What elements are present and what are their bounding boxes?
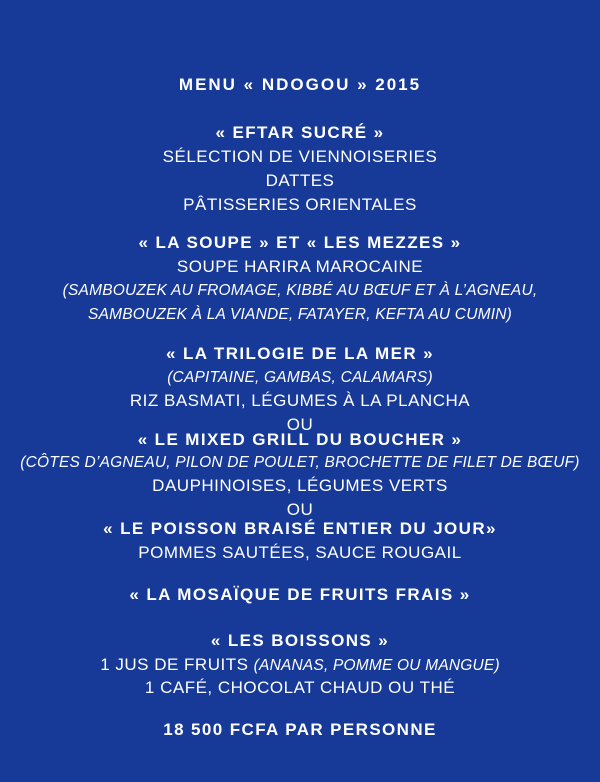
menu-item: SÉLECTION DE VIENNOISERIES bbox=[162, 147, 438, 166]
menu-item: SOUPE HARIRA MAROCAINE bbox=[176, 257, 424, 276]
menu-item-detail: (CÔTES D’AGNEAU, PILON DE POULET, BROCHETTE DE FILET DE BŒUF) bbox=[20, 454, 580, 471]
menu-item: DAUPHINOISES, LÉGUMES VERTS bbox=[152, 476, 448, 495]
or-separator: OU bbox=[286, 415, 314, 434]
menu-item: PÂTISSERIES ORIENTALES bbox=[183, 195, 417, 214]
section-heading-poisson: « LE POISSON BRAISÉ ENTIER DU JOUR» bbox=[103, 519, 497, 538]
menu-item: DATTES bbox=[265, 171, 335, 190]
menu-item-juice bbox=[0, 653, 600, 678]
section-heading-trilogie: « LA TRILOGIE DE LA MER » bbox=[166, 344, 434, 363]
section-heading-boissons: « LES BOISSONS » bbox=[210, 631, 390, 650]
section-heading-soupe: « LA SOUPE » ET « LES MEZZES » bbox=[138, 233, 462, 252]
price: 18 500 FCFA PAR PERSONNE bbox=[163, 720, 437, 739]
menu-item: 1 CAFÉ, CHOCOLAT CHAUD OU THÉ bbox=[144, 678, 456, 697]
or-separator: OU bbox=[286, 500, 314, 519]
menu-title: MENU « NDOGOU » 2015 bbox=[178, 75, 422, 94]
menu-item-detail: (SAMBOUZEK AU FROMAGE, KIBBÉ AU BŒUF ET À L’AGNEAU, bbox=[62, 282, 538, 299]
menu-item-detail: (CAPITAINE, GAMBAS, CALAMARS) bbox=[167, 369, 433, 386]
menu-item: POMMES SAUTÉES, SAUCE ROUGAIL bbox=[138, 543, 462, 562]
section-heading-fruits: « LA MOSAÏQUE DE FRUITS FRAIS » bbox=[129, 585, 471, 604]
section-heading-mixed-grill: « LE MIXED GRILL DU BOUCHER » bbox=[137, 430, 463, 449]
section-heading-eftar: « EFTAR SUCRÉ » bbox=[215, 123, 385, 142]
juice-options: (ANANAS, POMME OU MANGUE) bbox=[253, 657, 500, 674]
juice-text: 1 JUS DE FRUITS bbox=[100, 655, 249, 674]
menu-item-detail: SAMBOUZEK À LA VIANDE, FATAYER, KEFTA AU CUMIN) bbox=[88, 306, 512, 323]
menu-item: RIZ BASMATI, LÉGUMES À LA PLANCHA bbox=[129, 391, 471, 410]
